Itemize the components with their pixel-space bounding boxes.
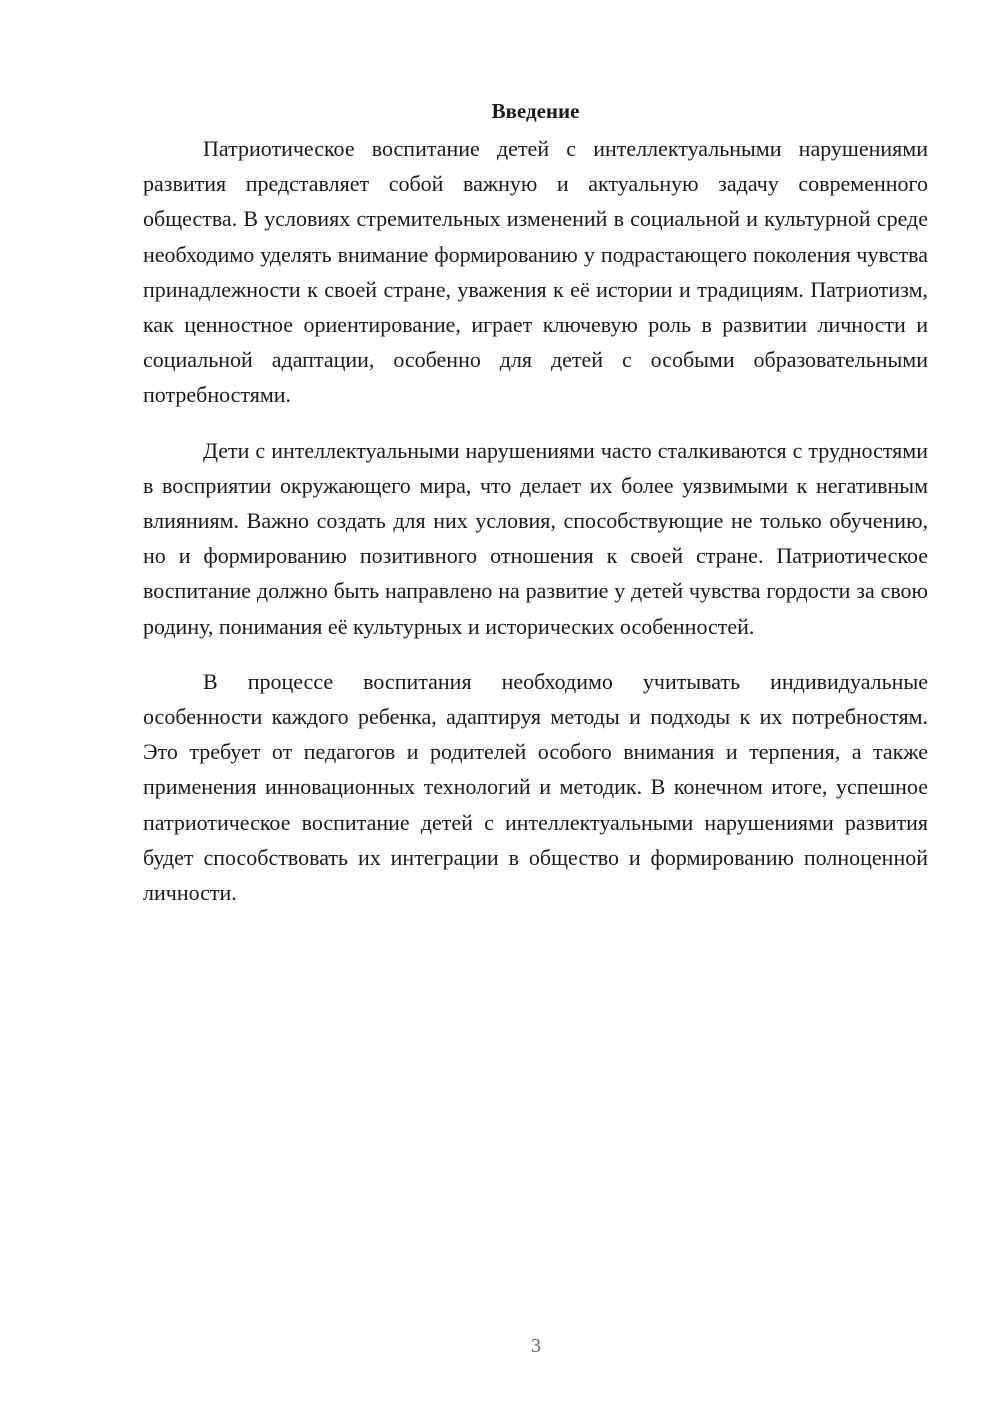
page-content [143,96,928,930]
section-heading: Введение [491,99,580,123]
page-number: 3 [531,1335,541,1357]
paragraph-2: Дети с интеллектуальными нарушениями часто сталкиваются с трудностями в восприятии окружающего мира, что делает их более уязвимыми к негативным влияниям. Важно создать для них условия, способствующие не только обучению, но и формированию позитивного отношения к своей стране. Патриотическое воспитание должно быть направлено на развитие у детей чувства гордости за свою родину, понимания её культурных и исторических особенностей. [143,437,928,639]
paragraph-3: В процессе воспитания необходимо учитывать индивидуальные особенности каждого ребенка, адаптируя методы и подходы к их потребностям. Это требует от педагогов и родителей особого внимания и терпения, а также применения инновационных технологий и методик. В конечном итоге, успешное патриотическое воспитание детей с интеллектуальными нарушениями развития будет способствовать их интеграции в общество и формированию полноценной личности. [143,668,928,906]
paragraph-1: Патриотическое воспитание детей с интеллектуальными нарушениями развития представляет собой важную и актуальную задачу современного общества. В условиях стремительных изменений в социальной и культурной среде необходимо уделять внимание формированию у подрастающего поколения чувства принадлежности к своей стране, уважения к её истории и традициям. Патриотизм, как ценностное ориентирование, играет ключевую роль в развитии личности и социальной адаптации, особенно для детей с особыми образовательными потребностями. [143,136,928,408]
